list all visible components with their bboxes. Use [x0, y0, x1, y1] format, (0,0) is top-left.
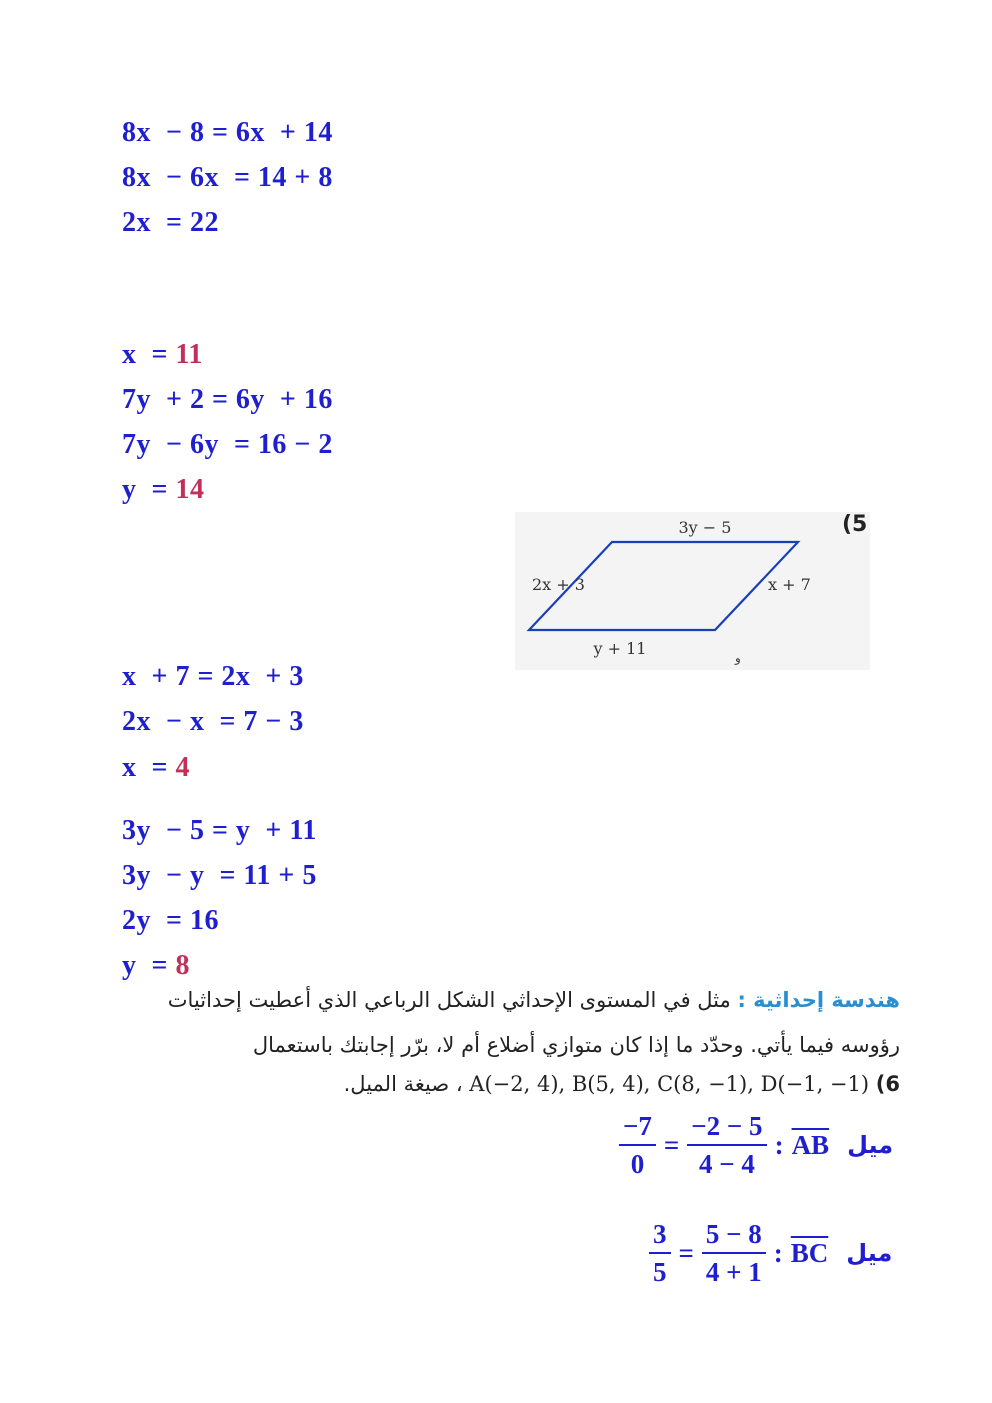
- fraction-numerator: −7: [619, 1112, 656, 1146]
- result-value: 11: [175, 339, 203, 370]
- topic-heading: هندسة إحداثية :: [737, 988, 900, 1012]
- fraction-numerator: 5 − 8: [702, 1220, 766, 1254]
- result-label: x =: [122, 752, 176, 783]
- fraction-denominator: 4 − 4: [698, 1149, 755, 1179]
- problem-5-number: (5: [842, 512, 868, 537]
- equation-line: 8x − 6x = 14 + 8: [122, 162, 333, 193]
- problem-6-number: 6): [875, 1072, 900, 1096]
- slope-result-fraction: [619, 1112, 656, 1178]
- fraction-numerator: −2 − 5: [687, 1112, 766, 1146]
- equation-line: 8x − 8 = 6x + 14: [122, 117, 333, 148]
- equation-line: 2x = 22: [122, 207, 219, 238]
- slope-formula-fraction: [702, 1220, 766, 1286]
- equation-line: 2x − x = 7 − 3: [122, 706, 304, 737]
- slope-word: ميل: [846, 1239, 893, 1267]
- equation-line: 3y − 5 = y + 11: [122, 815, 317, 846]
- equation-result-y: [122, 950, 190, 982]
- slope-formula-fraction: [687, 1112, 766, 1178]
- problem-6-line-3: [344, 1072, 900, 1096]
- fraction-numerator: 3: [649, 1220, 671, 1254]
- figure-mark: و: [735, 651, 741, 665]
- equals-sign: =: [663, 1129, 680, 1160]
- problem-text: مثل في المستوى الإحداثي الشكل الرباعي الذي أعطيت إحداثيات: [167, 988, 731, 1012]
- colon: :: [774, 1129, 784, 1160]
- left-side-label: 2x + 3: [532, 575, 585, 594]
- slope-ab-row: [615, 1112, 893, 1178]
- result-label: y =: [122, 950, 176, 981]
- top-side-label: 3y − 5: [678, 518, 732, 537]
- fraction-denominator: 4 + 1: [705, 1257, 762, 1287]
- result-value: 4: [175, 752, 190, 783]
- bottom-side-label: y + 11: [593, 639, 647, 658]
- slope-result-fraction: [649, 1220, 671, 1286]
- equation-result-x: [122, 752, 190, 784]
- result-value: 8: [175, 950, 190, 981]
- parallelogram-figure: [515, 512, 870, 670]
- result-label: x =: [122, 339, 176, 370]
- equation-line: x + 7 = 2x + 3: [122, 661, 304, 692]
- segment-name: $\overline{AB}$: [791, 1129, 830, 1160]
- problem-6-line-1: [168, 988, 900, 1012]
- segment-name: $\overline{BC}$: [790, 1237, 829, 1268]
- result-value: 14: [175, 474, 205, 505]
- right-side-label: x + 7: [768, 575, 811, 594]
- result-label: y =: [122, 474, 176, 505]
- equation-line: 7y + 2 = 6y + 16: [122, 384, 333, 415]
- equation-line: 3y − y = 11 + 5: [122, 860, 317, 891]
- problem-text: ، صيغة الميل.: [343, 1072, 463, 1096]
- equation-line: 7y − 6y = 16 − 2: [122, 429, 333, 460]
- equation-result-y: [122, 474, 204, 506]
- problem-6-line-2: رؤوسه فيما يأتي. وحدّد ما إذا كان متوازي أضلاع أم لا، برّر إجابتك باستعمال: [252, 1033, 900, 1057]
- fraction-denominator: 5: [653, 1257, 667, 1287]
- fraction-denominator: 0: [630, 1149, 645, 1179]
- slope-bc-row: [645, 1220, 892, 1286]
- vertex-coordinates: A(−2, 4), B(5, 4), C(8, −1), D(−1, −1): [469, 1072, 870, 1096]
- slope-word: ميل: [847, 1131, 894, 1159]
- equation-result-x: [122, 339, 203, 371]
- equation-line: 2y = 16: [122, 905, 219, 936]
- equals-sign: =: [678, 1237, 694, 1268]
- colon: :: [773, 1237, 783, 1268]
